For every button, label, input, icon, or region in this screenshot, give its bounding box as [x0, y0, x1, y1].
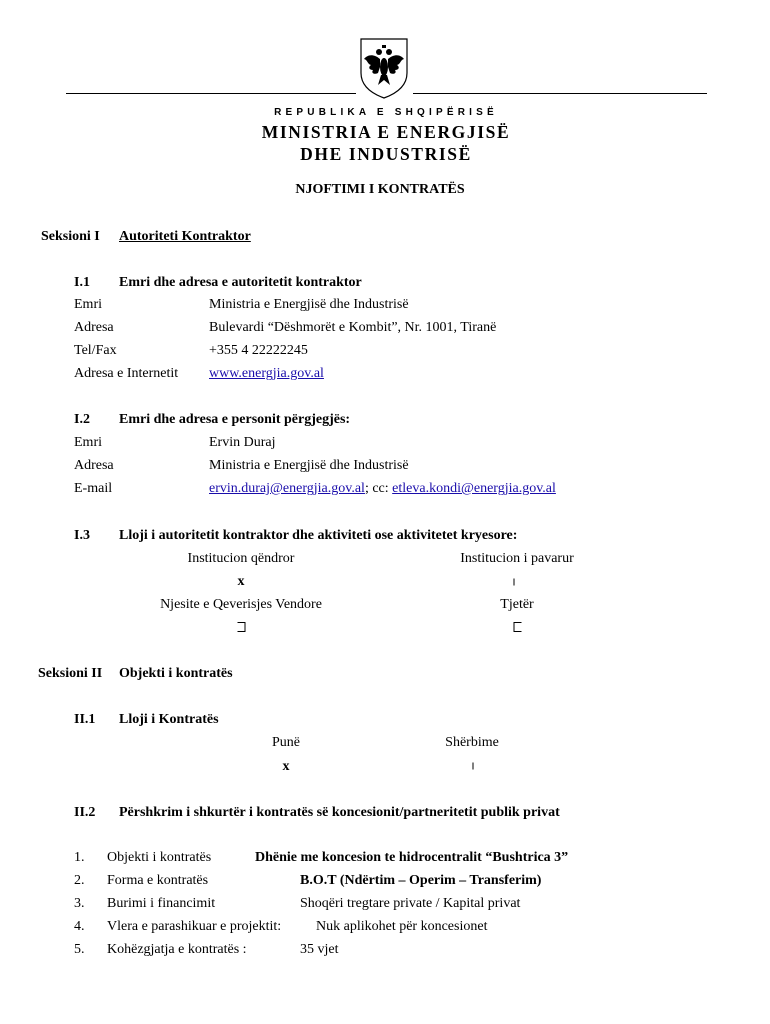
subsection-ii2-title: Përshkrim i shkurtër i kontratës së koncesionit/partneritetit publik privat [119, 805, 560, 820]
subsection-ii1-number: II.1 [74, 712, 96, 727]
list-item-label: Vlera e parashikuar e projektit: [107, 919, 282, 934]
field-label: E-mail [74, 481, 113, 496]
subsection-i1-number: I.1 [74, 275, 90, 290]
field-label: Emri [74, 435, 102, 450]
list-item-number: 1. [74, 850, 85, 865]
option-services: Shërbime [445, 735, 499, 750]
subsection-i2-title: Emri dhe adresa e personit përgjegjës: [119, 412, 351, 427]
checkbox-independent-institution[interactable] [513, 578, 521, 586]
list-item-value: Nuk aplikohet për koncesionet [316, 919, 488, 934]
section-2-title: Objekti i kontratës [119, 666, 233, 681]
email-link-primary[interactable]: ervin.duraj@energjia.gov.al [209, 481, 365, 496]
checkbox-local-government[interactable] [237, 622, 246, 632]
albanian-coat-of-arms [359, 37, 409, 99]
option-local-government: Njesite e Qeverisjes Vendore [160, 597, 322, 612]
option-works: Punë [272, 735, 300, 750]
subsection-ii1-title: Lloji i Kontratës [119, 712, 219, 727]
field-value: Ministria e Energjisë dhe Industrisë [209, 458, 409, 473]
header-rule-left [66, 93, 356, 94]
list-item-label: Kohëzgjatja e kontratës : [107, 942, 247, 957]
option-other: Tjetër [500, 597, 534, 612]
list-item-value: Shoqëri tregtare private / Kapital privat [300, 896, 521, 911]
field-value: +355 4 22222245 [209, 343, 308, 358]
subsection-ii2-number: II.2 [74, 805, 96, 820]
subsection-i2-number: I.2 [74, 412, 90, 427]
email-separator: ; cc: [364, 481, 393, 496]
option-independent-institution: Institucion i pavarur [460, 551, 574, 566]
section-2-label: Seksioni II [38, 666, 103, 681]
field-value: Ministria e Energjisë dhe Industrisë [209, 297, 409, 312]
section-1-title: Autoriteti Kontraktor [119, 229, 251, 244]
document-title: NJOFTIMI I KONTRATËS [295, 182, 465, 197]
option-central-institution: Institucion qëndror [187, 551, 295, 566]
list-item-number: 4. [74, 919, 85, 934]
field-label: Adresa e Internetit [74, 366, 179, 381]
list-item-label: Objekti i kontratës [107, 850, 212, 865]
section-1-label: Seksioni I [41, 229, 100, 244]
ministry-name-line1: MINISTRIA E ENERGJISË [261, 122, 511, 142]
list-item-label: Burimi i financimit [107, 896, 216, 911]
field-value: Bulevardi “Dëshmorët e Kombit”, Nr. 1001, Tiranë [209, 320, 497, 335]
subsection-i3-title: Lloji i autoritetit kontraktor dhe aktiviteti ose aktivitetet kryesore: [119, 528, 518, 543]
field-value: Ervin Duraj [209, 435, 276, 450]
field-label: Emri [74, 297, 102, 312]
list-item-value: B.O.T (Ndërtim – Operim – Transferim) [300, 873, 542, 888]
field-label: Adresa [74, 320, 114, 335]
subsection-i3-number: I.3 [74, 528, 90, 543]
email-link-cc[interactable]: etleva.kondi@energjia.gov.al [392, 481, 556, 496]
checkbox-works-mark[interactable]: x [282, 759, 290, 774]
list-item-number: 3. [74, 896, 85, 911]
list-item-number: 5. [74, 942, 85, 957]
checkbox-services[interactable] [472, 762, 480, 770]
header-rule-right [413, 93, 707, 94]
list-item-label: Forma e kontratës [107, 873, 209, 888]
email-line [209, 481, 556, 497]
ministry-name-line2: DHE INDUSTRISË [300, 144, 472, 164]
subsection-i1-title: Emri dhe adresa e autoritetit kontraktor [119, 275, 362, 290]
field-label: Tel/Fax [74, 343, 117, 358]
website-link[interactable]: www.energjia.gov.al [209, 366, 324, 381]
checkbox-other[interactable] [513, 622, 522, 632]
list-item-value: Dhënie me koncesion te hidrocentralit “Bushtrica 3” [255, 850, 569, 865]
field-label: Adresa [74, 458, 114, 473]
list-item-value: 35 vjet [300, 942, 339, 957]
list-item-number: 2. [74, 873, 85, 888]
republic-heading: REPUBLIKA E SHQIPËRISË [274, 107, 498, 118]
checkbox-central-institution-mark[interactable]: x [237, 574, 245, 589]
